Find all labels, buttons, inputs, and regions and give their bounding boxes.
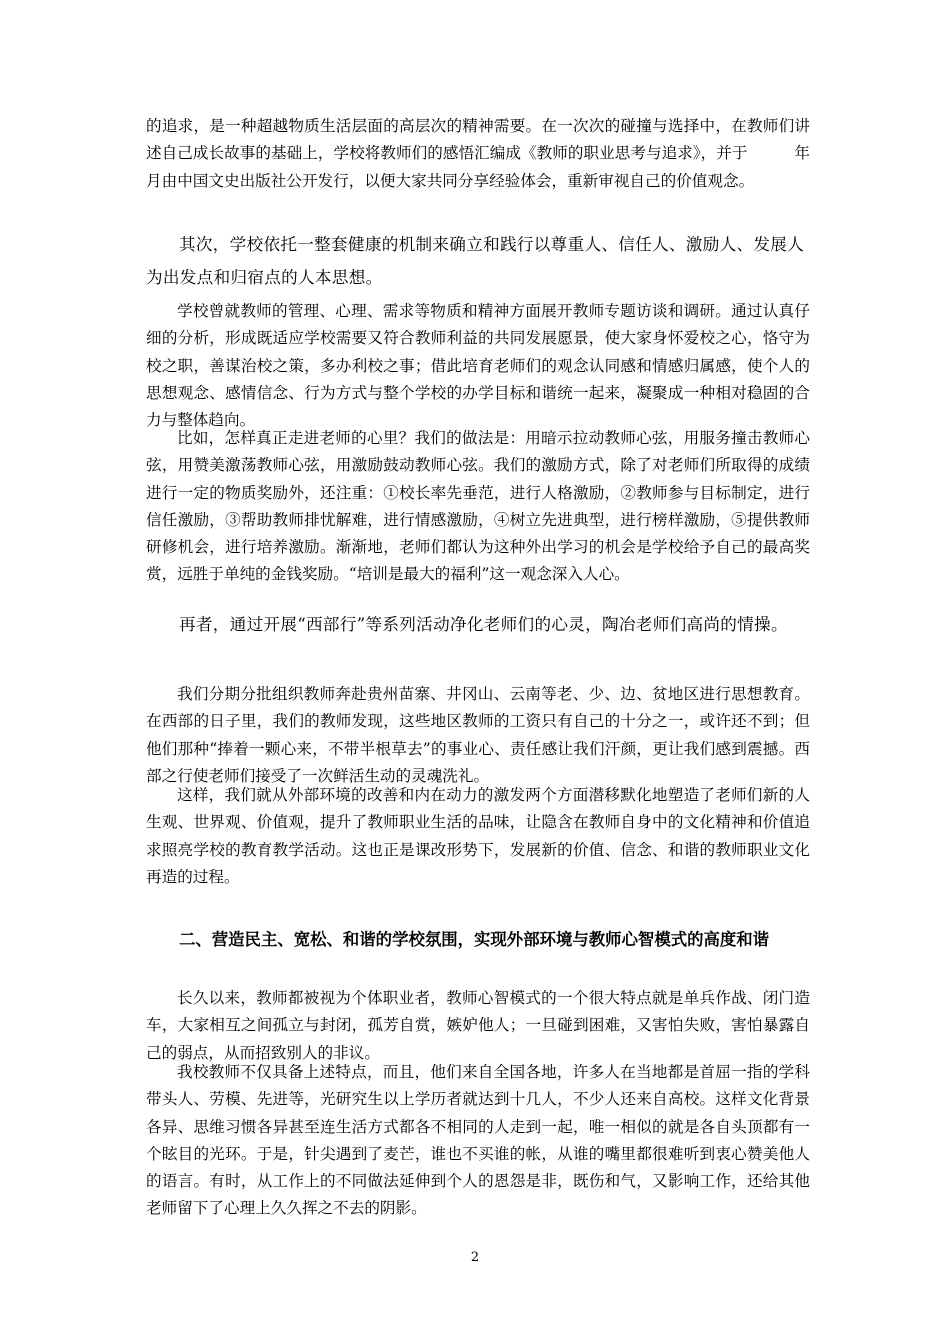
section-heading-two: 二、营造民主、宽松、和谐的学校氛围，实现外部环境与教师心智模式的高度和谐 — [179, 930, 770, 949]
section-lead-sentence-mechanism: 其次，学校依托一整套健康的机制来确立和践行以尊重人、信任人、激励人、发展人为出发点和归宿点的人本思想。 — [146, 235, 805, 287]
page-number: 2 — [470, 1250, 480, 1265]
paragraph-incentives: 比如，怎样真正走进老师的心里？我们的做法是：用暗示拉动教师心弦，用服务撞击教师心弦，用赞美激荡教师心弦，用激励鼓动教师心弦。我们的激励方式，除了对老师们所取得的成绩进行一定的物质奖励外，还注重：①校长率先垂范，进行人格激励，②教师参与目标制定，进行信任激励，③帮助教师排忧解难，进行情感激励，④树立先进典型，进行榜样激励，⑤提供教师研修机会，进行培养激励。渐渐地，老师们都认为这种外出学习的机会是学校给予自己的最高奖赏，远胜于单纯的金钱奖励。“培训是最大的福利”这一观念深入人心。 — [146, 429, 810, 584]
paragraph-survey: 学校曾就教师的管理、心理、需求等物质和精神方面展开教师专题访谈和调研。通过认真仔细的分析，形成既适应学校需要又符合教师利益的共同发展愿景，使大家身怀爱校之心，恪守为校之职，善谋治校之策，多办利校之事；借此培育老师们的观念认同感和情感归属感，使个人的思想观念、感情信念、行为方式与整个学校的办学目标和谐统一起来，凝聚成一种相对稳固的合力与整体趋向。 — [146, 302, 810, 430]
paragraph-teacher-background: 我校教师不仅具备上述特点，而且，他们来自全国各地，许多人在当地都是首屈一指的学科带头人、劳模、先进等，光研究生以上学历者就达到十几人，不少人还来自高校。这样文化背景各异、思维习惯各异甚至连生活方式都各不相同的人走到一起，唯一相似的就是各自头顶都有一个眩目的光环。于是，针尖遇到了麦芒，谁也不买谁的帐，从谁的嘴里都很难听到衷心赞美他人的语言。有时，从工作上的不同做法延伸到个人的恩怨是非，既伤和气，又影响工作，还给其他老师留下了心理上久久挥之不去的阴影。 — [146, 1063, 810, 1218]
paragraph-teacher-mindset: 长久以来，教师都被视为个体职业者，教师心智模式的一个很大特点就是单兵作战、闭门造车，大家相互之间孤立与封闭，孤芳自赏，嫉妒他人；一旦碰到困难，又害怕失败，害怕暴露自己的弱点，从而招致别人的非议。 — [146, 989, 810, 1062]
paragraph-west-trip: 我们分期分批组织教师奔赴贵州苗寨、井冈山、云南等老、少、边、贫地区进行思想教育。在西部的日子里，我们的教师发现，这些地区教师的工资只有自己的十分之一，或许还不到；但他们那种“捧着一颗心来，不带半根草去”的事业心、责任感让我们汗颜，更让我们感到震撼。西部之行使老师们接受了一次鲜活生动的灵魂洗礼。 — [146, 685, 810, 785]
section-lead-sentence-west-trip: 再者，通过开展“西部行”等系列活动净化老师们的心灵，陶冶老师们高尚的情操。 — [179, 615, 788, 634]
paragraph-summary: 这样，我们就从外部环境的改善和内在动力的激发两个方面潜移默化地塑造了老师们新的人生观、世界观、价值观，提升了教师职业生活的品味，让隐含在教师自身中的文化精神和价值追求照亮学校的教育教学活动。这也正是课改形势下，发展新的价值、信念、和谐的教师职业文化再造的过程。 — [146, 786, 810, 886]
paragraph-continuation: 的追求，是一种超越物质生活层面的高层次的精神需要。在一次次的碰撞与选择中，在教师们讲述自己成长故事的基础上，学校将教师们的感悟汇编成《教师的职业思考与追求》，并于 年 月由中国文史出版社公开发行，以便大家共同分享经验体会，重新审视自己的价值观念。 — [146, 117, 842, 190]
